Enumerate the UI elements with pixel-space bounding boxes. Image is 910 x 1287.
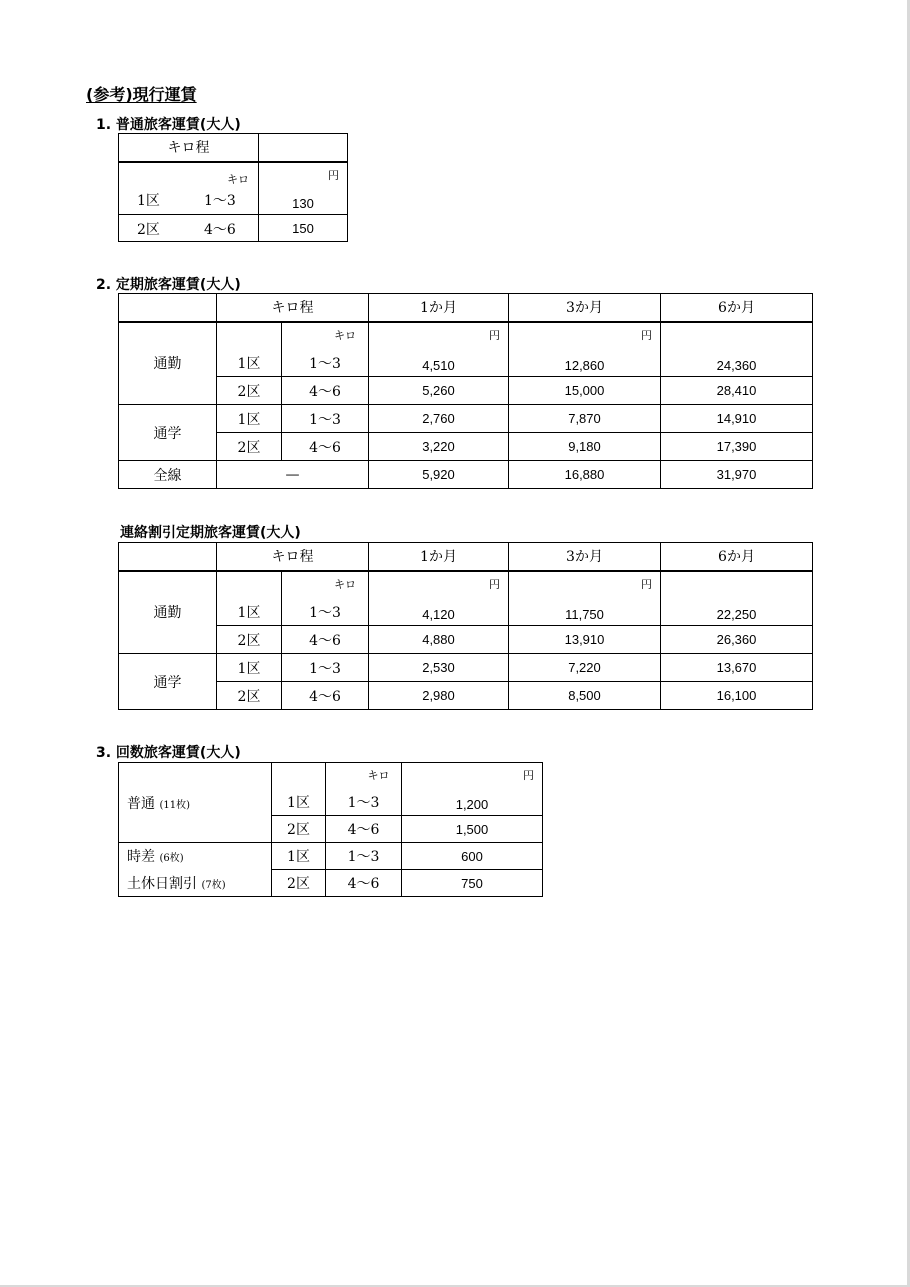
unit-km: キロ [334,577,356,591]
offpeak-label: 時差 [127,849,155,866]
fare-6-month: 16,100 [661,682,813,710]
discount-pass-table [118,542,813,710]
fare-cell [259,162,348,215]
zone-label: 2区 [137,222,160,238]
offpeak-ticket-label [119,843,272,870]
fare-value: 750 [402,870,543,897]
header-3-month: 3か月 [509,294,661,322]
fare-1-month: 2,980 [369,682,509,710]
fare-3-month: 12,860 [564,358,605,373]
zone-label: 2区 [217,626,282,654]
regular-fare-table [118,133,348,242]
header-blank [119,543,217,571]
fare-3-month: 11,750 [565,607,604,622]
fare-3-month: 16,880 [509,461,661,489]
fare-1-month: 2,530 [369,654,509,682]
fare-value: 1,200 [455,797,489,812]
section-3-title: 3. 回数旅客運賃(大人) [96,745,241,761]
weekend-label: 土休日割引 [127,875,197,892]
school-label: 通学 [119,654,217,710]
fare-value: 150 [259,215,348,242]
km-range: 4〜6 [282,626,369,654]
zone-label: 1区 [137,193,160,209]
km-range: 4〜6 [282,682,369,710]
fare-6-month: 26,360 [661,626,813,654]
zone-label: 2区 [217,433,282,461]
fare-1-month: 2,760 [369,405,509,433]
km-range: 4〜6 [282,377,369,405]
header-km: キロ程 [119,134,259,162]
header-blank [119,294,217,322]
fare-value: 1,500 [402,816,543,843]
unit-yen: 円 [523,770,534,782]
fare-3-month: 8,500 [509,682,661,710]
regular-count: (11枚) [159,799,190,811]
km-range: 4〜6 [326,816,402,843]
fare-3-month: 7,220 [509,654,661,682]
table-row [119,215,259,242]
zone-label: 2区 [217,377,282,405]
unit-km: キロ [334,328,356,342]
school-label: 通学 [119,405,217,461]
weekend-ticket-label [119,870,272,897]
km-range: 1〜3 [326,843,402,870]
km-range: 1〜3 [347,795,380,811]
fare-3-month: 15,000 [509,377,661,405]
commute-label: 通勤 [119,571,217,654]
zone-label: 1区 [217,654,282,682]
commute-label: 通勤 [119,322,217,405]
unit-km: キロ [367,769,390,782]
zone-label: 1区 [217,405,282,433]
fare-6-month: 31,970 [661,461,813,489]
header-3-month: 3か月 [509,543,661,571]
regular-label: 普通 [127,795,155,812]
fare-value: 600 [402,843,543,870]
header-1-month: 1か月 [369,294,509,322]
header-blank [259,134,348,162]
km-range: 4〜6 [282,433,369,461]
fare-1-month: 5,920 [369,461,509,489]
coupon-fare-table [118,762,543,897]
fare-1-month: 4,120 [422,607,455,622]
header-1-month: 1か月 [369,543,509,571]
header-6-month: 6か月 [661,294,813,322]
km-range: 4〜6 [326,870,402,897]
fare-3-month: 13,910 [509,626,661,654]
header-km: キロ程 [217,294,369,322]
zone-label: 1区 [237,356,261,372]
fare-6-month: 17,390 [661,433,813,461]
fare-3-month: 7,870 [509,405,661,433]
km-range: 1〜3 [309,605,341,621]
fare-1-month: 4,880 [369,626,509,654]
page-title: (参考)現行運賃 [86,85,197,104]
km-range: — [217,461,369,489]
regular-ticket-label [119,763,272,843]
km-range: 1〜3 [282,654,369,682]
all-line-label: 全線 [119,461,217,489]
zone-label: 2区 [272,870,326,897]
zone-label: 1区 [287,795,310,811]
km-range: 1〜3 [309,356,341,372]
weekend-count: (7枚) [201,879,226,891]
header-km: キロ程 [217,543,369,571]
fare-1-month: 4,510 [422,358,455,373]
table-row [119,162,259,215]
zone-label: 1区 [237,605,261,621]
commuter-pass-table [118,293,813,489]
fare-3-month: 9,180 [509,433,661,461]
fare-value: 130 [292,196,314,211]
fare-6-month: 24,360 [716,358,757,373]
fare-6-month: 28,410 [661,377,813,405]
fare-1-month: 5,260 [369,377,509,405]
unit-yen: 円 [328,169,339,182]
km-range: 4〜6 [204,222,236,238]
section-2b-title: 連絡割引定期旅客運賃(大人) [120,525,301,541]
zone-label: 2区 [272,816,326,843]
zone-label: 2区 [217,682,282,710]
offpeak-count: (6枚) [159,853,184,865]
unit-yen: 円 [641,578,652,591]
unit-yen: 円 [489,329,500,342]
section-1-title: 1. 普通旅客運賃(大人) [96,117,241,133]
fare-6-month: 14,910 [661,405,813,433]
km-range: 1〜3 [282,405,369,433]
unit-yen: 円 [641,329,652,342]
header-6-month: 6か月 [661,543,813,571]
section-2-title: 2. 定期旅客運賃(大人) [96,277,241,293]
fare-6-month: 13,670 [661,654,813,682]
fare-6-month: 22,250 [716,607,757,622]
unit-yen: 円 [489,578,500,591]
fare-1-month: 3,220 [369,433,509,461]
km-range: 1〜3 [204,193,236,209]
zone-label: 1区 [272,843,326,870]
unit-km: キロ [227,172,249,186]
